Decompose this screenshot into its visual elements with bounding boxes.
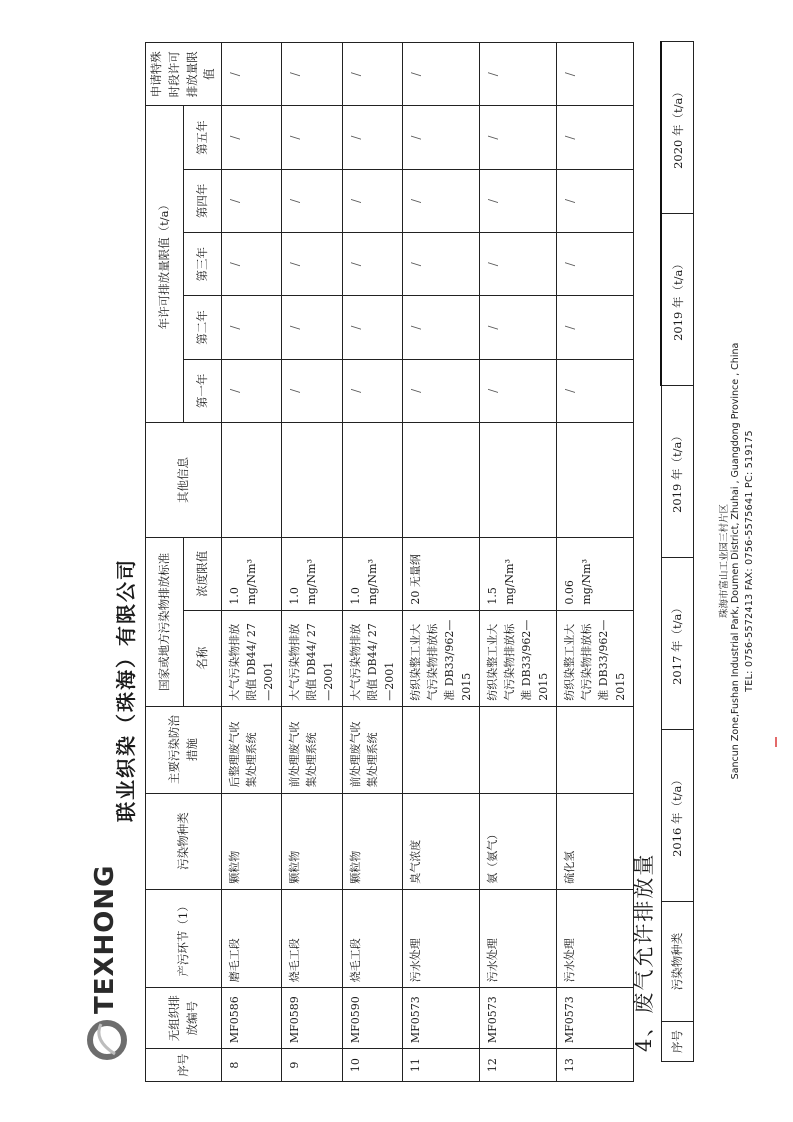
cell-outlet-id: MF0589	[282, 988, 342, 1049]
cell-concentration: 1.0 mg/Nm³	[342, 537, 402, 610]
cell-concentration: 1.0 mg/Nm³	[222, 537, 282, 610]
cell-process: 烧毛工段	[342, 889, 402, 988]
unorganized-emission-table	[145, 42, 634, 1082]
header-seq: 序号	[146, 1049, 222, 1082]
cell-standard: 大气污染物排放限值 DB44/ 27—2001	[282, 610, 342, 706]
table-row	[222, 43, 282, 1082]
cell-special: /	[402, 43, 479, 106]
cell-measures	[557, 706, 634, 793]
cell-other	[222, 423, 282, 538]
cell-year1: /	[222, 359, 282, 422]
cell-year5: /	[479, 106, 556, 169]
cell-year4: /	[222, 169, 282, 232]
section-4-title: 4、废气允许排放量	[632, 852, 656, 1052]
cell-year3: /	[342, 233, 402, 296]
table-header-row	[146, 43, 184, 1082]
cell-measures	[402, 706, 479, 793]
cell-standard: 纺织染整工业大气污染物排放标准 DB33/962—2015	[479, 610, 556, 706]
cell-measures: 前处理废气收集处理系统	[282, 706, 342, 793]
cell-special: /	[222, 43, 282, 106]
cell-special: /	[479, 43, 556, 106]
emission-allowance-table	[660, 41, 694, 1062]
table-row	[282, 43, 342, 1082]
header-outlet-id: 无组织排放编号	[146, 988, 222, 1049]
header-year4: 第四年	[184, 169, 222, 232]
cell-concentration: 20 无量纲	[402, 537, 479, 610]
header-year2: 第二年	[184, 296, 222, 359]
header-year3: 第三年	[184, 233, 222, 296]
cell-pollutant: 颗粒物	[282, 793, 342, 889]
header-annual-group: 年许可排放量限值（t/a）	[146, 106, 184, 423]
cell-seq: 10	[342, 1049, 402, 1082]
cell-year1: /	[342, 359, 402, 422]
cell-pollutant: 颗粒物	[222, 793, 282, 889]
header-standard-group: 国家或地方污染物排放标准	[146, 537, 184, 706]
cell-pollutant: 硫化氢	[557, 793, 634, 889]
cell-seq: 8	[222, 1049, 282, 1082]
allowance-header-pollutant: 污染物种类	[661, 902, 694, 1022]
allowance-header-2019b: 2019 年（t/a）	[661, 214, 694, 386]
cell-year3: /	[282, 233, 342, 296]
cell-year3: /	[222, 233, 282, 296]
cell-year4: /	[342, 169, 402, 232]
cell-outlet-id: MF0573	[479, 988, 556, 1049]
cell-year2: /	[282, 296, 342, 359]
cell-pollutant: 颗粒物	[342, 793, 402, 889]
header-process: 产污环节（1）	[146, 889, 222, 988]
table-row	[479, 43, 556, 1082]
cell-process: 磨毛工段	[222, 889, 282, 988]
cell-year2: /	[557, 296, 634, 359]
cell-year1: /	[479, 359, 556, 422]
cell-year1: /	[282, 359, 342, 422]
cell-measures: 前处理废气收集处理系统	[342, 706, 402, 793]
cell-other	[282, 423, 342, 538]
header-concentration: 浓度限值	[184, 537, 222, 610]
cell-seq: 9	[282, 1049, 342, 1082]
cell-year4: /	[282, 169, 342, 232]
cell-other	[342, 423, 402, 538]
header-other-info: 其他信息	[146, 423, 222, 538]
footer-address-cn: 珠海市富山工业园三村片区	[719, 504, 730, 619]
cell-year2: /	[479, 296, 556, 359]
cell-year1: /	[402, 359, 479, 422]
cell-standard: 纺织染整工业大气污染物排放标准 DB33/962—2015	[557, 610, 634, 706]
cell-year2: /	[402, 296, 479, 359]
header-year1: 第一年	[184, 359, 222, 422]
allowance-header-2017: 2017 年（t/a）	[661, 558, 694, 730]
cell-year4: /	[557, 169, 634, 232]
cell-year3: /	[402, 233, 479, 296]
texhong-logo-icon	[85, 1018, 129, 1062]
cell-pollutant: 氨（氨气）	[479, 793, 556, 889]
cell-special: /	[557, 43, 634, 106]
cell-year2: /	[222, 296, 282, 359]
cell-concentration: 1.5 mg/Nm³	[479, 537, 556, 610]
footer-contact: TEL: 0756-5572413 FAX: 0756-5575641 PC: 519175	[744, 430, 755, 692]
table-row	[402, 43, 479, 1082]
cell-standard: 纺织染整工业大气污染物排放标准 DB33/962—2015	[402, 610, 479, 706]
header-standard-name: 名称	[184, 610, 222, 706]
table-row	[342, 43, 402, 1082]
cell-seq: 12	[479, 1049, 556, 1082]
cell-year3: /	[557, 233, 634, 296]
cell-year1: /	[557, 359, 634, 422]
table-row	[557, 43, 634, 1082]
cell-year3: /	[479, 233, 556, 296]
cell-measures	[479, 706, 556, 793]
cell-year4: /	[479, 169, 556, 232]
cell-year5: /	[402, 106, 479, 169]
cell-seq: 11	[402, 1049, 479, 1082]
allowance-header-row	[661, 42, 694, 1062]
cell-process: 污水处理	[479, 889, 556, 988]
cell-outlet-id: MF0573	[557, 988, 634, 1049]
allowance-header-2016: 2016 年（t/a）	[661, 730, 694, 902]
header-pollutant: 污染物种类	[146, 793, 222, 889]
allowance-header-2020: 2020 年（t/a）	[661, 42, 694, 214]
cell-other	[557, 423, 634, 538]
cell-year4: /	[402, 169, 479, 232]
allowance-header-2019a: 2019 年（t/a）	[661, 386, 694, 558]
cell-pollutant: 臭气浓度	[402, 793, 479, 889]
cell-other	[402, 423, 479, 538]
cell-concentration: 1.0 mg/Nm³	[282, 537, 342, 610]
cell-process: 烧毛工段	[282, 889, 342, 988]
footer-address-en: Sancun Zone,Fushan Industrial Park, Doumen District, Zhuhai , Guangdong Province , China	[730, 342, 741, 780]
cell-measures: 后整理废气收集处理系统	[222, 706, 282, 793]
cell-process: 污水处理	[557, 889, 634, 988]
company-name: 联业织染（珠海）有限公司	[114, 558, 138, 822]
header-year5: 第五年	[184, 106, 222, 169]
header-special-limit: 申请特殊时段许可排放量限值	[146, 43, 222, 106]
cell-process: 污水处理	[402, 889, 479, 988]
cell-outlet-id: MF0586	[222, 988, 282, 1049]
cell-year2: /	[342, 296, 402, 359]
brand-name: TEXHONG	[90, 864, 120, 1014]
allowance-header-seq: 序号	[661, 1022, 694, 1062]
cell-concentration: 0.06 mg/Nm³	[557, 537, 634, 610]
cell-year5: /	[342, 106, 402, 169]
red-pen-mark	[775, 737, 777, 747]
cell-year5: /	[557, 106, 634, 169]
cell-other	[479, 423, 556, 538]
cell-year5: /	[282, 106, 342, 169]
header-measures: 主要污染防治措施	[146, 706, 222, 793]
cell-seq: 13	[557, 1049, 634, 1082]
cell-year5: /	[222, 106, 282, 169]
cell-standard: 大气污染物排放限值 DB44/ 27—2001	[342, 610, 402, 706]
cell-outlet-id: MF0573	[402, 988, 479, 1049]
cell-special: /	[342, 43, 402, 106]
cell-standard: 大气污染物排放限值 DB44/ 27—2001	[222, 610, 282, 706]
cell-outlet-id: MF0590	[342, 988, 402, 1049]
cell-special: /	[282, 43, 342, 106]
